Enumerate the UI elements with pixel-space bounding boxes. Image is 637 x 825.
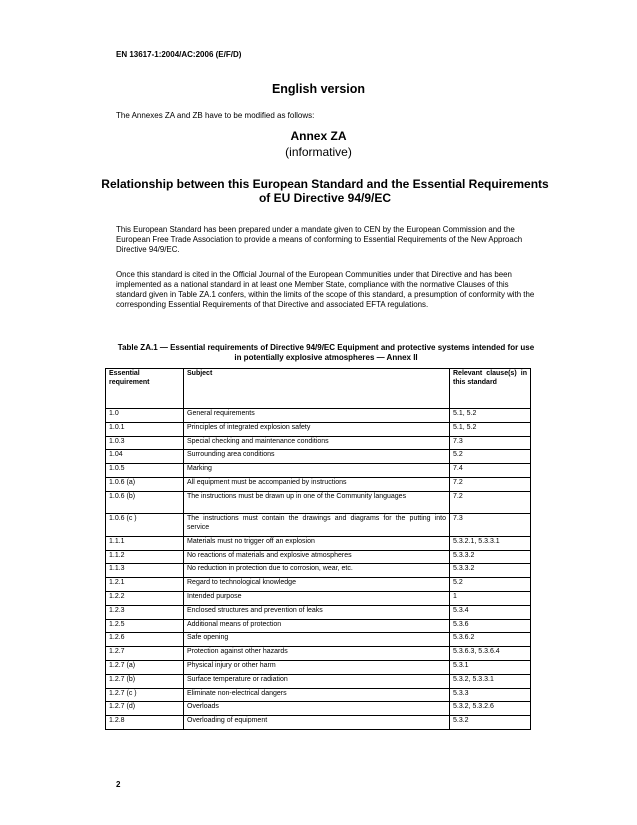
subject-cell: The instructions must be drawn up in one of the Community languages bbox=[184, 491, 450, 514]
paragraph-conformity: Once this standard is cited in the Official Journal of the European Communities under that Directive and has been implemented as a national standard in at least one Member State, compliance with the normative Clauses of this standard given in Table ZA.1 confers, within the limits of the scope of this standard, a presumption of conformity with the corresponding Essential Requirements of that Directive and associated EFTA regulations. bbox=[116, 270, 535, 309]
requirement-cell: 1.2.7 (c ) bbox=[106, 688, 184, 702]
table-row bbox=[106, 564, 531, 578]
subject-cell: General requirements bbox=[184, 409, 450, 423]
document-id: EN 13617-1:2004/AC:2006 (E/F/D) bbox=[116, 50, 242, 59]
table-caption: Table ZA.1 — Essential requirements of Directive 94/9/EC Equipment and protective systems intended for use in potentially explosive atmospheres — Annex II bbox=[117, 343, 535, 362]
clause-cell: 7.4 bbox=[450, 464, 531, 478]
requirements-table bbox=[105, 368, 531, 730]
clause-cell: 5.2 bbox=[450, 450, 531, 464]
clause-cell: 5.3.2.1, 5.3.3.1 bbox=[450, 536, 531, 550]
subject-cell: Additional means of protection bbox=[184, 619, 450, 633]
table-row bbox=[106, 716, 531, 730]
table-row bbox=[106, 605, 531, 619]
paragraph-mandate: This European Standard has been prepared under a mandate given to CEN by the European Commission and the European Free Trade Association to provide a means of conforming to Essential Requirements of the New Approach Directive 94/9/EC. bbox=[116, 225, 523, 254]
requirement-cell: 1.2.7 (a) bbox=[106, 660, 184, 674]
subject-cell: Regard to technological knowledge bbox=[184, 578, 450, 592]
clause-cell: 7.3 bbox=[450, 514, 531, 537]
clause-cell: 5.1, 5.2 bbox=[450, 409, 531, 423]
clause-cell: 7.3 bbox=[450, 436, 531, 450]
subject-cell: Overloads bbox=[184, 702, 450, 716]
table-row bbox=[106, 422, 531, 436]
table-row bbox=[106, 647, 531, 661]
subject-cell: Eliminate non-electrical dangers bbox=[184, 688, 450, 702]
clause-cell: 5.1, 5.2 bbox=[450, 422, 531, 436]
table-row bbox=[106, 536, 531, 550]
requirement-cell: 1.0.3 bbox=[106, 436, 184, 450]
header-relevant-clauses: Relevant clause(s) in this standard bbox=[450, 369, 531, 409]
version-title: English version bbox=[271, 82, 366, 96]
requirement-cell: 1.2.8 bbox=[106, 716, 184, 730]
subject-cell: Enclosed structures and prevention of leaks bbox=[184, 605, 450, 619]
section-heading: Relationship between this European Standard and the Essential Requirements of EU Directive 94/9/EC bbox=[101, 177, 549, 205]
requirement-cell: 1.0.5 bbox=[106, 464, 184, 478]
table-row bbox=[106, 591, 531, 605]
requirement-cell: 1.2.2 bbox=[106, 591, 184, 605]
requirement-cell: 1.0.6 (a) bbox=[106, 477, 184, 491]
requirement-cell: 1.0.1 bbox=[106, 422, 184, 436]
clause-cell: 7.2 bbox=[450, 491, 531, 514]
table-body bbox=[106, 409, 531, 730]
table-row bbox=[106, 450, 531, 464]
clause-cell: 5.3.6.3, 5.3.6.4 bbox=[450, 647, 531, 661]
subject-cell: Safe opening bbox=[184, 633, 450, 647]
subject-cell: All equipment must be accompanied by instructions bbox=[184, 477, 450, 491]
clause-cell: 5.3.3 bbox=[450, 688, 531, 702]
header-subject: Subject bbox=[184, 369, 450, 409]
requirement-cell: 1.1.2 bbox=[106, 550, 184, 564]
clause-cell: 5.3.6 bbox=[450, 619, 531, 633]
requirement-cell: 1.2.5 bbox=[106, 619, 184, 633]
subject-cell: The instructions must contain the drawings and diagrams for the putting into service bbox=[184, 514, 450, 537]
requirement-cell: 1.0.6 (b) bbox=[106, 491, 184, 514]
table-row bbox=[106, 660, 531, 674]
subject-cell: Surface temperature or radiation bbox=[184, 674, 450, 688]
subject-cell: No reactions of materials and explosive atmospheres bbox=[184, 550, 450, 564]
clause-cell: 5.3.2, 5.3.2.6 bbox=[450, 702, 531, 716]
subject-cell: No reduction in protection due to corrosion, wear, etc. bbox=[184, 564, 450, 578]
requirement-cell: 1.2.7 (b) bbox=[106, 674, 184, 688]
subject-cell: Intended purpose bbox=[184, 591, 450, 605]
table-row bbox=[106, 619, 531, 633]
subject-cell: Special checking and maintenance conditions bbox=[184, 436, 450, 450]
requirement-cell: 1.2.3 bbox=[106, 605, 184, 619]
table-row bbox=[106, 702, 531, 716]
clause-cell: 5.3.6.2 bbox=[450, 633, 531, 647]
table-row bbox=[106, 409, 531, 423]
requirement-cell: 1.2.6 bbox=[106, 633, 184, 647]
requirement-cell: 1.1.3 bbox=[106, 564, 184, 578]
table-row bbox=[106, 491, 531, 514]
subject-cell: Materials must no trigger off an explosion bbox=[184, 536, 450, 550]
table-header-row bbox=[106, 369, 531, 409]
table-row bbox=[106, 477, 531, 491]
subject-cell: Protection against other hazards bbox=[184, 647, 450, 661]
requirement-cell: 1.2.7 (d) bbox=[106, 702, 184, 716]
table-row bbox=[106, 436, 531, 450]
page-number: 2 bbox=[116, 780, 121, 789]
table-row bbox=[106, 578, 531, 592]
requirement-cell: 1.0 bbox=[106, 409, 184, 423]
intro-text: The Annexes ZA and ZB have to be modified as follows: bbox=[116, 111, 315, 120]
table-row bbox=[106, 688, 531, 702]
table-row bbox=[106, 464, 531, 478]
requirement-cell: 1.2.1 bbox=[106, 578, 184, 592]
clause-cell: 5.3.2 bbox=[450, 716, 531, 730]
clause-cell: 5.3.1 bbox=[450, 660, 531, 674]
table-row bbox=[106, 514, 531, 537]
table-row bbox=[106, 674, 531, 688]
annex-subtitle: (informative) bbox=[285, 145, 352, 159]
clause-cell: 7.2 bbox=[450, 477, 531, 491]
requirement-cell: 1.2.7 bbox=[106, 647, 184, 661]
subject-cell: Principles of integrated explosion safety bbox=[184, 422, 450, 436]
clause-cell: 1 bbox=[450, 591, 531, 605]
requirement-cell: 1.1.1 bbox=[106, 536, 184, 550]
table-row bbox=[106, 550, 531, 564]
clause-cell: 5.3.4 bbox=[450, 605, 531, 619]
clause-cell: 5.3.2, 5.3.3.1 bbox=[450, 674, 531, 688]
clause-cell: 5.2 bbox=[450, 578, 531, 592]
clause-cell: 5.3.3.2 bbox=[450, 564, 531, 578]
subject-cell: Surrounding area conditions bbox=[184, 450, 450, 464]
table-row bbox=[106, 633, 531, 647]
header-essential-requirement: Essential requirement bbox=[106, 369, 184, 409]
subject-cell: Physical injury or other harm bbox=[184, 660, 450, 674]
requirement-cell: 1.0.6 (c ) bbox=[106, 514, 184, 537]
requirement-cell: 1.04 bbox=[106, 450, 184, 464]
subject-cell: Overloading of equipment bbox=[184, 716, 450, 730]
clause-cell: 5.3.3.2 bbox=[450, 550, 531, 564]
subject-cell: Marking bbox=[184, 464, 450, 478]
annex-title: Annex ZA bbox=[290, 129, 347, 143]
